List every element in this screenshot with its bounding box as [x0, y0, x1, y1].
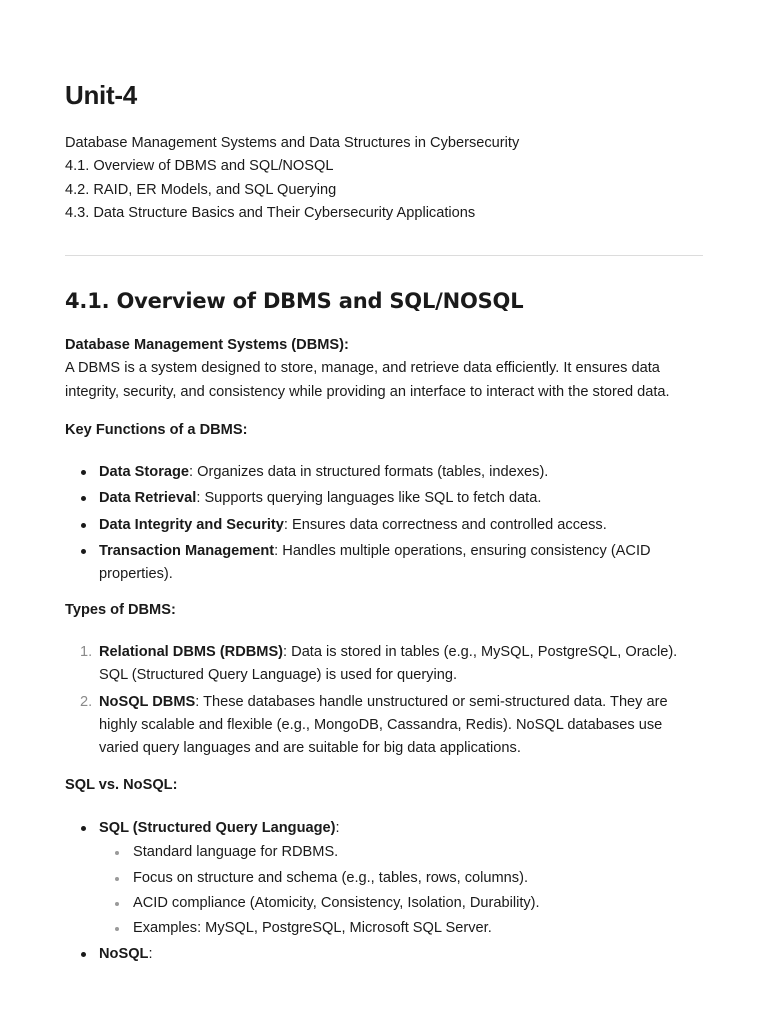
- sql-vs-nosql-heading-block: [65, 774, 705, 797]
- list-item-term: Data Integrity and Security: [99, 516, 284, 533]
- list-item-text: :: [335, 820, 340, 836]
- list-item-term: Data Storage: [99, 464, 190, 480]
- sql-points-list: [99, 841, 705, 940]
- section-divider: [65, 255, 703, 256]
- key-functions-list-block: [65, 458, 705, 586]
- list-item: [65, 487, 705, 510]
- types-heading-block: [65, 599, 705, 622]
- list-item-text: : Organizes data in structured formats (tables, indexes).: [189, 464, 549, 480]
- dbms-heading: Database Management Systems (DBMS):: [65, 337, 349, 353]
- dbms-body: A DBMS is a system designed to store, manage, and retrieve data efficiently. It ensures data integrity, security, and consistency while providing an interface to interact with the stored data.: [65, 360, 670, 400]
- sub-list-item: Standard language for RDBMS.: [99, 841, 705, 864]
- toc-item: Database Management Systems and Data Structures in Cybersecurity: [65, 135, 520, 151]
- list-item: [65, 641, 705, 688]
- sql-vs-nosql-list-block: [65, 814, 705, 967]
- list-item-term: Relational DBMS (RDBMS): [99, 644, 284, 660]
- list-item-term: SQL (Structured Query Language): [99, 820, 336, 836]
- types-list: [65, 641, 705, 760]
- list-item-term: Transaction Management: [99, 542, 275, 559]
- sql-vs-nosql-list: [65, 817, 705, 967]
- key-functions-heading: Key Functions of a DBMS:: [65, 422, 248, 438]
- section-heading: 4.1. Overview of DBMS and SQL/NOSQL: [65, 289, 524, 313]
- dbms-definition: [65, 334, 705, 404]
- list-item-number: 1.: [80, 644, 93, 660]
- sub-list-item: ACID compliance (Atomicity, Consistency, Isolation, Durability).: [99, 892, 705, 915]
- list-item-number: 2.: [80, 693, 93, 710]
- list-item: [65, 817, 705, 940]
- sql-vs-nosql-heading: SQL vs. NoSQL:: [65, 777, 178, 793]
- toc-item: 4.1. Overview of DBMS and SQL/NOSQL: [65, 158, 334, 175]
- key-functions-list: [65, 461, 705, 586]
- list-item-text: : Ensures data correctness and controlled access.: [283, 516, 607, 533]
- list-item: [65, 691, 705, 761]
- sub-list-item: Examples: MySQL, PostgreSQL, Microsoft SQL Server.: [99, 917, 705, 940]
- list-item-term: NoSQL: [99, 946, 149, 963]
- toc-item: 4.3. Data Structure Basics and Their Cybersecurity Applications: [65, 204, 476, 221]
- list-item-text: : Handles multiple operations, ensuring consistency (ACID properties).: [99, 542, 651, 583]
- list-item-text: : Supports querying languages like SQL to fetch data.: [196, 490, 542, 507]
- table-of-contents: [65, 132, 519, 225]
- types-list-block: [65, 638, 705, 760]
- sub-list-item: Focus on structure and schema (e.g., tables, rows, columns).: [99, 867, 705, 890]
- list-item-text: : Data is stored in tables (e.g., MySQL, PostgreSQL, Oracle). SQL (Structured Query Language) is used for querying.: [99, 644, 678, 684]
- page-title: Unit-4: [65, 80, 137, 110]
- list-item: [65, 461, 705, 484]
- key-functions-heading-block: [65, 419, 705, 442]
- list-item: [65, 514, 705, 537]
- list-item-text: :: [148, 946, 153, 963]
- types-heading: Types of DBMS:: [65, 602, 176, 618]
- list-item: [65, 540, 705, 587]
- list-item-term: NoSQL DBMS: [99, 693, 196, 710]
- toc-item: 4.2. RAID, ER Models, and SQL Querying: [65, 181, 337, 198]
- list-item-term: Data Retrieval: [99, 490, 197, 507]
- list-item-text: : These databases handle unstructured or semi-structured data. They are highly scalable and flexible (e.g., MongoDB, Cassandra, Redis). NoSQL databases use varied query languages and are suitable for big data applications.: [99, 693, 668, 757]
- list-item: [65, 943, 705, 966]
